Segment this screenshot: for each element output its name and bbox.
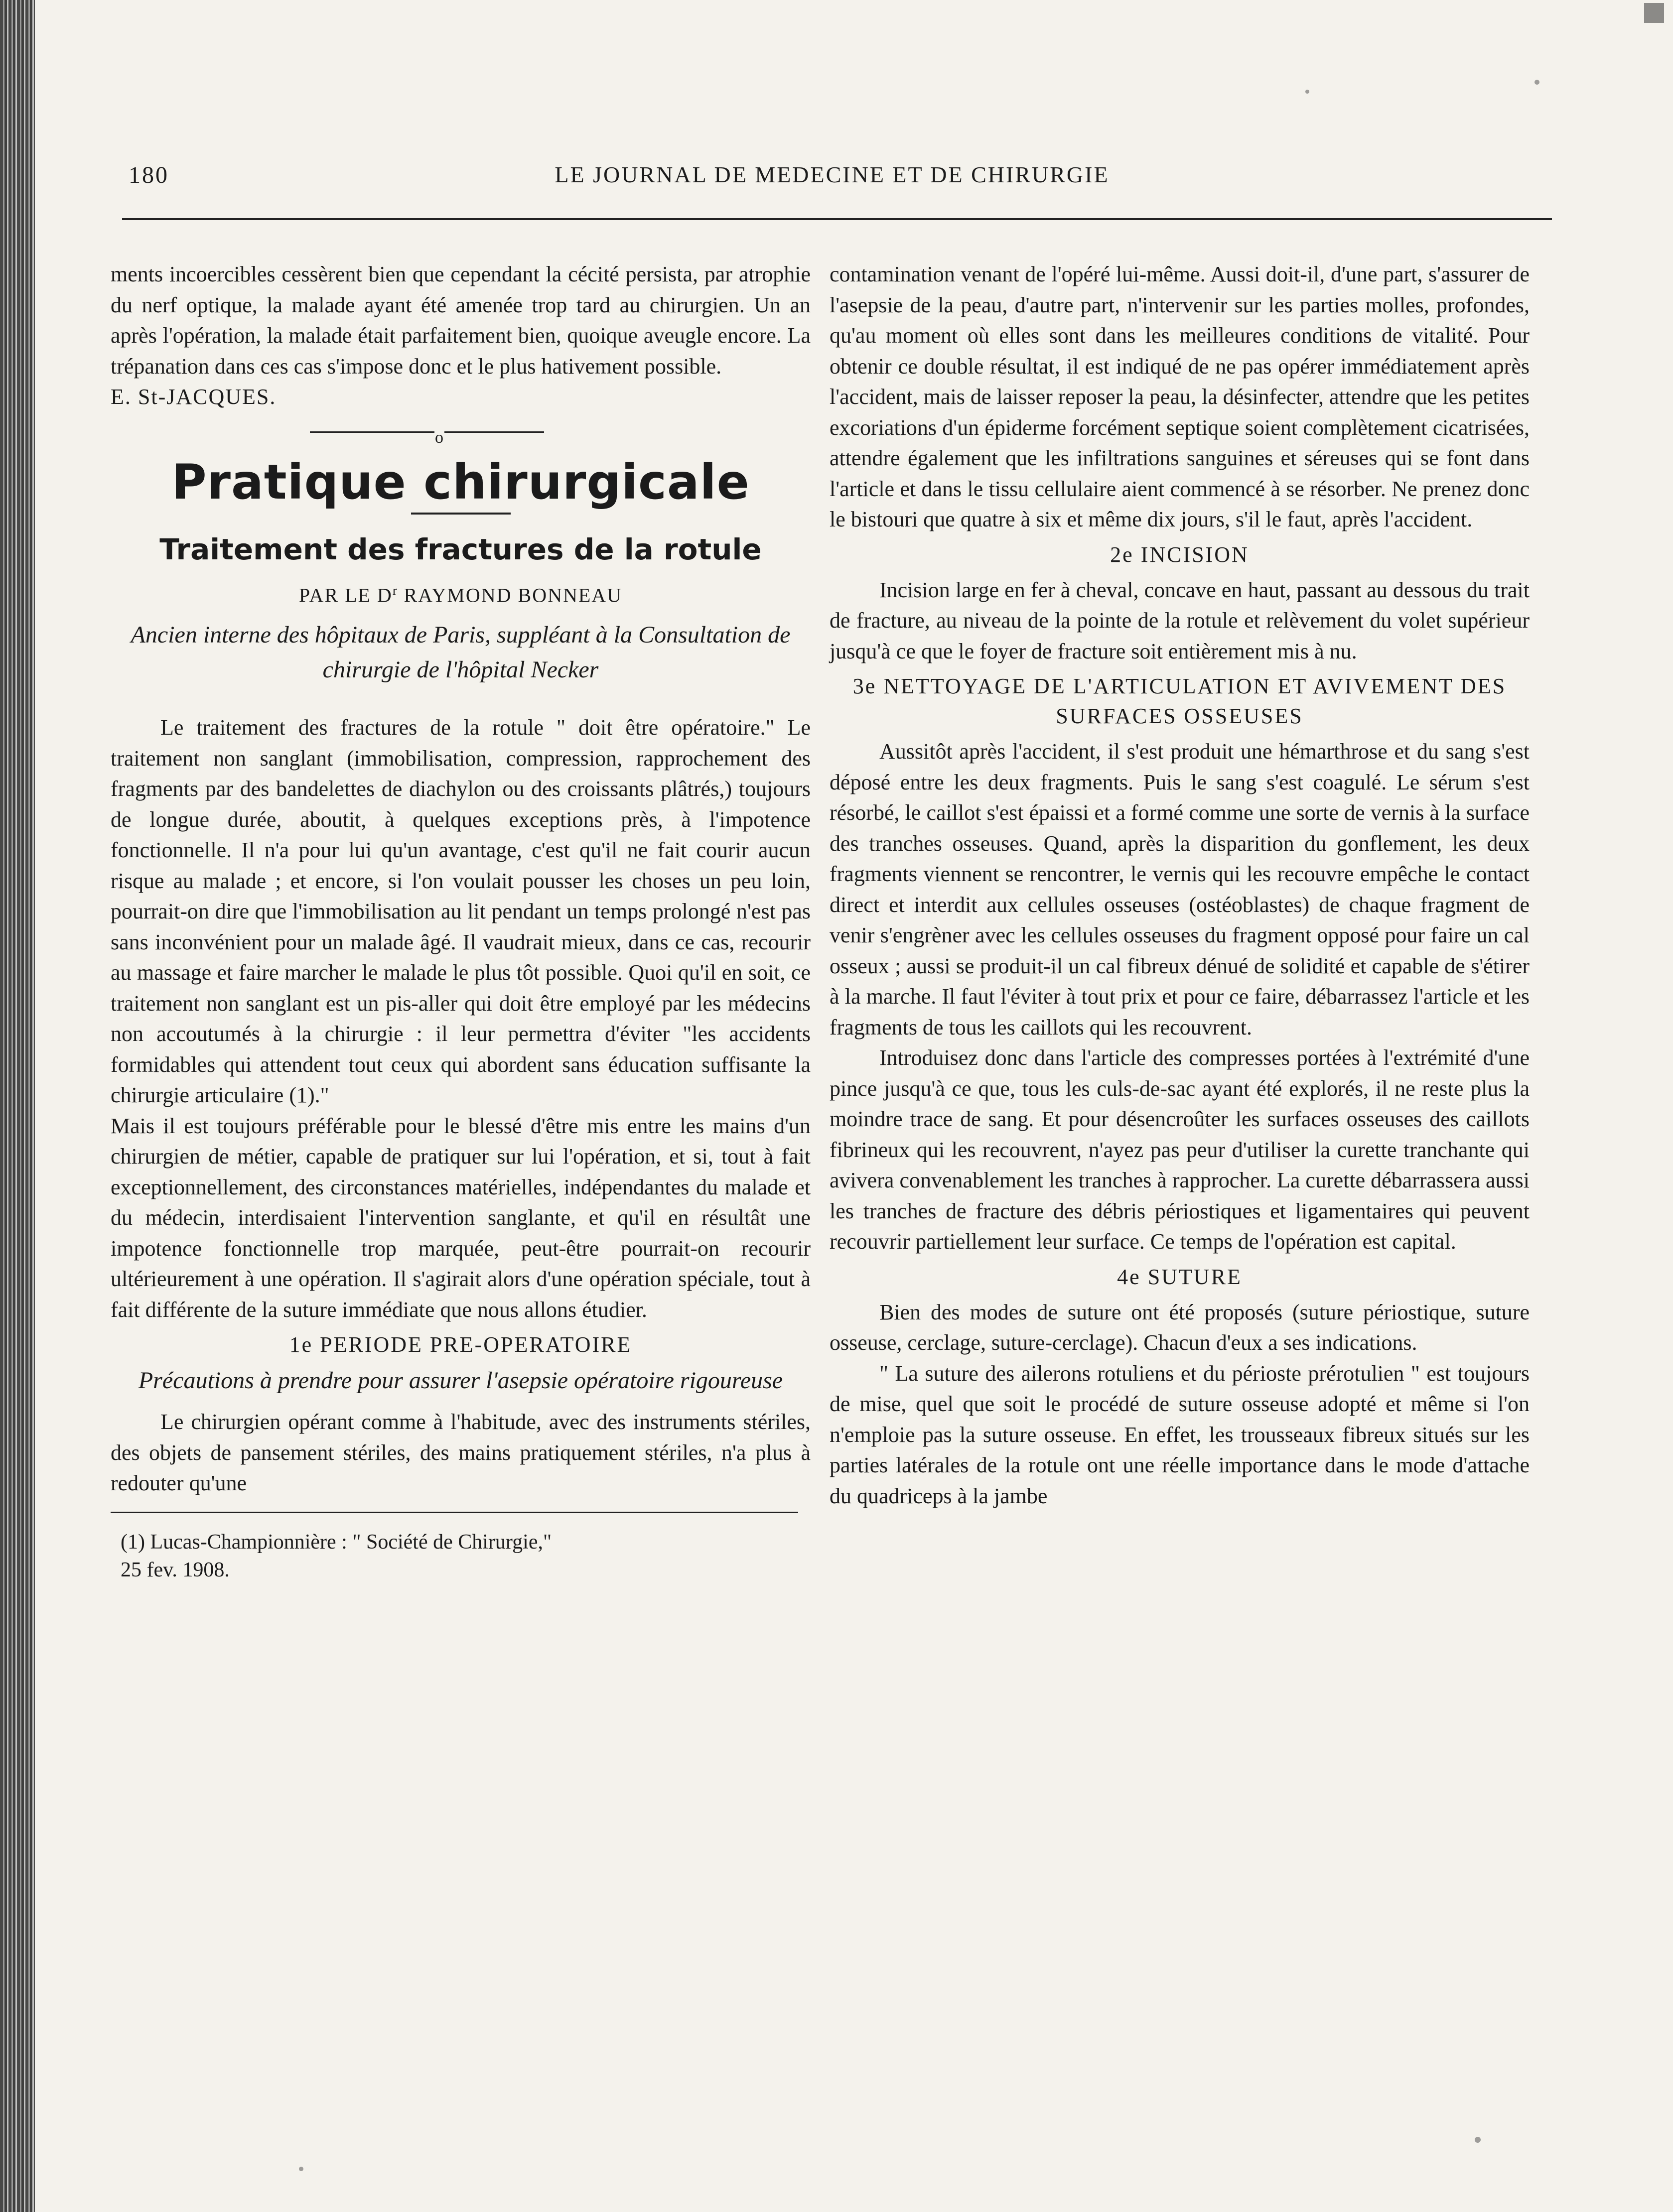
section-heading-incision: 2e INCISION bbox=[1110, 542, 1249, 567]
byline bbox=[111, 575, 811, 611]
footnote-date: 25 fev. 1908. bbox=[121, 1558, 230, 1581]
section-heading-suture: 4e SUTURE bbox=[1117, 1264, 1242, 1289]
paragraph: " La suture des ailerons rotuliens et du périoste prérotulien " est toujours de mise, quel que soit le procédé de suture osseuse adopté et même si l'on n'emploie pas la suture osseuse. En effet, les trousseaux fibreux situés sur les parties latérales de la rotule ont une réelle importance dans le mode d'attache du quadriceps à la jambe bbox=[830, 1361, 1530, 1508]
paragraph: Mais il est toujours préférable pour le blessé d'être mis entre les mains d'un chirurgien de métier, capable de pratiquer sur lui l'opération, et si, tout à fait exceptionnellement, des circonstances matérielles, indépendantes du malade et du médecin, interdisaient l'intervention sanglante, et qu'il en résultât une impotence fonctionnelle trop marquée, peut-être pourrait-on recourir ultérieurement à une opération. Il s'agirait alors d'une opération spéciale, tout à fait différente de la suture immédiate que nous allons étudier. bbox=[111, 1113, 811, 1322]
period1-subheading: Précautions à prendre pour assurer l'asepsie opératoire rigoureuse bbox=[138, 1367, 783, 1394]
author-affiliation: Ancien interne des hôpitaux de Paris, suppléant à la Consultation de chirurgie de l'hôpital Necker bbox=[131, 622, 791, 683]
paragraph: Le traitement des fractures de la rotule " doit être opératoire." Le traitement non sanglant (immobilisation, compression, rapprochement des fragments par des bandelettes de diachylon ou des croissants plâtrés,) toujours de longue durée, aboutit, à quelques exceptions près, à l'impotence fonctionnelle. Il n'a pour lui qu'un avantage, c'est qu'il ne fait courir aucun risque au malade ; et encore, si l'on voulait pousser les choses un peu loin, pourrait-on dire que l'immobilisation au lit pendant un temps prolongé n'est pas sans inconvénient pour un malade âgé. Il vaudrait mieux, dans ce cas, recourir au massage et faire marcher le malade le plus tôt possible. Quoi qu'il en soit, ce traitement non sanglant est un pis-aller qui doit être employé par les médecins non accoutumés à la chirurgie : il leur permettra d'éviter "les accidents formidables qui attendent tout ceux qui abordent sans éducation suffisante la chirurgie articulaire (1)." bbox=[111, 715, 811, 1108]
journal-title: LE JOURNAL DE MEDECINE ET DE CHIRURGIE bbox=[555, 162, 1110, 187]
scan-speck bbox=[1305, 90, 1309, 94]
paragraph: Bien des modes de suture ont été proposés (suture périostique, suture osseuse, cerclage, suture-cerclage). Chacun d'eux a ses indications. bbox=[830, 1300, 1530, 1355]
byline-sup: r bbox=[392, 583, 398, 598]
footnote-rule bbox=[111, 1512, 798, 1513]
scan-speck bbox=[299, 2167, 303, 2171]
paragraph: contamination venant de l'opéré lui-même. Aussi doit-il, d'une part, s'assurer de l'asepsie de la peau, d'autre part, n'intervenir sur les parties molles, profondes, qu'au moment où elles sont dans les meilleures conditions de vitalité. Pour obtenir ce double résultat, il est indiqué de ne pas opérer immédiatement après l'accident, mais de laisser reposer la peau, la désinfecter, attendre que les petites excoriations d'un épiderme forcément septique soient complètement cicatrisées, attendre également que les infiltrations sanguines et séreuses qui se font dans l'article et dans le tissu cellulaire aient commencé à se résorber. Ne prenez donc le bistouri que quatre à six et même dix jours, s'il le faut, après l'accident. bbox=[830, 262, 1530, 531]
header-rule bbox=[122, 218, 1552, 220]
section-rule bbox=[411, 513, 511, 515]
scanned-page-edge bbox=[0, 0, 35, 2212]
byline-prefix: PAR LE D bbox=[298, 583, 393, 606]
ornament-circle: o bbox=[435, 428, 443, 447]
ornament-divider bbox=[111, 412, 811, 447]
prev-article-end: ments incoercibles cessèrent bien que cependant la cécité persista, par atrophie du nerf optique, la malade ayant été amenée trop tard au chirurgien. Un an après l'opération, la malade était parfaitement bien, quoique aveugle encore. La trépanation dans ces cas s'impose donc et le plus hativement possible. bbox=[111, 262, 811, 379]
scan-speck bbox=[1475, 2137, 1481, 2143]
scan-speck bbox=[1534, 80, 1539, 85]
section-title: Pratique chirurgicale bbox=[171, 454, 750, 510]
period1-heading: 1e PERIODE PRE-OPERATOIRE bbox=[289, 1332, 632, 1357]
running-header bbox=[115, 154, 1549, 199]
section-heading-nettoyage: 3e NETTOYAGE DE L'ARTICULATION ET AVIVEMENT DES SURFACES OSSEUSES bbox=[852, 674, 1507, 728]
byline-name: RAYMOND BONNEAU bbox=[398, 583, 623, 606]
paragraph: Incision large en fer à cheval, concave en haut, passant au dessous du trait de fracture, au niveau de la pointe de la rotule et relèvement du volet supérieur jusqu'à ce que le foyer de fracture soit entièrement mis à nu. bbox=[830, 577, 1530, 663]
page-number: 180 bbox=[129, 162, 169, 188]
corner-smudge bbox=[1644, 3, 1664, 23]
paragraph: Aussitôt après l'accident, il s'est produit une hémarthrose et du sang s'est déposé entre les deux fragments. Puis le sang s'est coagulé. Le sérum s'est résorbé, le caillot s'est épaissi et a formé comme une sorte de vernis à la surface des tranches osseuses. Quand, après la disparition du gonflement, les deux fragments viennent se rencontrer, le vernis qui les recouvre empêche le contact direct et interdit aux cellules osseuses (ostéoblastes) de chaque fragment de venir s'engrèner avec les cellules osseuses du fragment opposé pour faire un cal osseux ; aussi se produit-il un cal fibreux dénué de solidité et capable de s'étirer à la marche. Il faut l'éviter à tout prix et pour ce faire, débarrassez l'article et les fragments de tous les caillots qui les recouvrent. bbox=[830, 739, 1530, 1040]
left-column bbox=[111, 259, 811, 1584]
article-title: Traitement des fractures de la rotule bbox=[159, 532, 762, 566]
footnote: (1) Lucas-Championnière : " Société de Chirurgie," bbox=[121, 1530, 552, 1554]
paragraph: Le chirurgien opérant comme à l'habitude, avec des instruments stériles, des objets de pansement stériles, des mains pratiquement stériles, n'a plus à redouter qu'une bbox=[111, 1410, 811, 1496]
ornament-line-right bbox=[444, 431, 544, 433]
paragraph: Introduisez donc dans l'article des compresses portées à l'extrémité d'une pince jusqu'à ce que, tous les culs-de-sac ayant été explorés, il ne reste plus la moindre trace de sang. Et pour désencroûter les surfaces osseuses des caillots fibrineux qui les recouvrent, n'ayez pas peur d'utiliser la curette tranchante qui avivera convenablement les tranches à rapprocher. La curette débarrassera aussi les tranches de fracture des débris périostiques et ligamentaires qui peuvent recouvrir partiellement leur surface. Ce temps de l'opération est capital. bbox=[830, 1045, 1530, 1254]
signature: E. St-JACQUES. bbox=[111, 385, 277, 409]
right-column bbox=[830, 259, 1530, 1511]
ornament-line-left bbox=[310, 431, 434, 433]
